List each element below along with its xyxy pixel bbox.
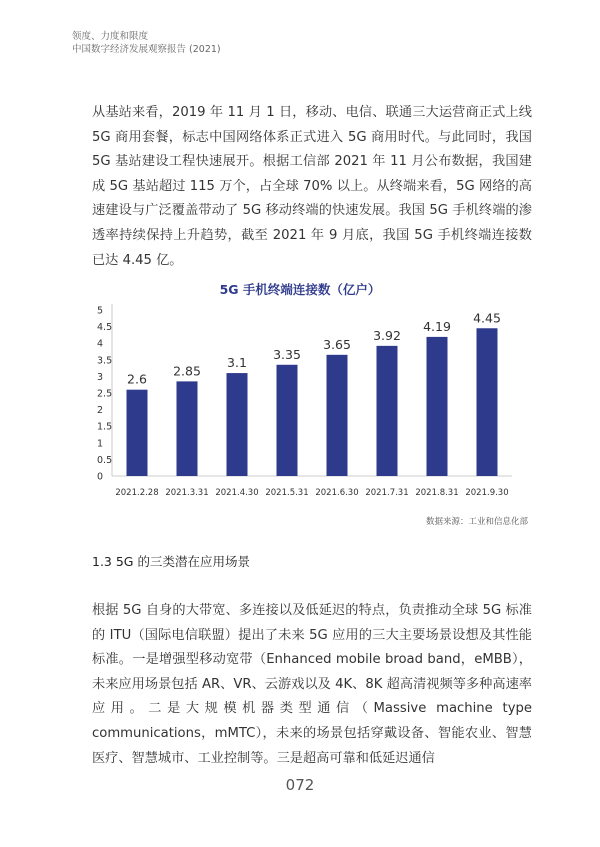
y-tick-label: 3.5 <box>97 355 113 367</box>
bar <box>427 337 448 476</box>
bar-value-label: 4.45 <box>473 310 501 326</box>
section-title: 1.3 5G 的三类潜在应用场景 <box>92 554 250 569</box>
x-tick-label: 2021.7.31 <box>365 488 409 498</box>
y-tick-label: 0.5 <box>97 454 113 466</box>
bar-value-label: 3.92 <box>373 327 401 343</box>
x-tick-label: 2021.4.30 <box>215 488 259 498</box>
x-tick-label: 2021.6.30 <box>315 488 359 498</box>
y-tick-label: 2.5 <box>97 388 113 400</box>
y-tick-label: 4 <box>97 338 104 350</box>
header-line-1: 领度、力度和限度 <box>72 31 149 42</box>
y-tick-label: 1.5 <box>97 421 113 433</box>
bar-value-label: 3.35 <box>273 346 301 362</box>
bar <box>377 346 398 476</box>
header-line-2: 中国数字经济发展观察报告 (2021) <box>72 44 221 55</box>
bar-value-label: 2.85 <box>173 363 201 379</box>
y-tick-label: 3 <box>97 371 104 383</box>
bar-value-label: 3.1 <box>227 355 247 371</box>
paragraph-base-stations: 从基站来看，2019 年 11 月 1 日，移动、电信、联通三大运营商正式上线 5G 商用套餐，标志中国网络体系正式进入 5G 商用时代。与此同时，我国 5G 基站建设工程快速展开。根据工信部 2021 年 11 月公布数据，我国建成 5G 基站超过 115 万个，占全球 70% 以上。从终端来看，5G 网络的高速建设与广泛覆盖带动了 5G 移动终端的快速发展。我国 5G 手机终端的渗透率持续保持上升趋势，截至 2021 年 9 月底，我国 5G 手机终端连接数已达 4.45 亿。 <box>92 105 532 268</box>
y-tick-label: 0 <box>97 471 104 483</box>
bar-value-label: 3.65 <box>323 336 351 352</box>
page-number: 072 <box>285 776 315 794</box>
bar <box>327 355 348 476</box>
y-tick-label: 5 <box>97 305 104 317</box>
bar <box>277 365 298 476</box>
y-tick-label: 4.5 <box>97 322 113 334</box>
x-tick-label: 2021.8.31 <box>415 488 459 498</box>
bar <box>227 373 248 476</box>
x-tick-label: 2021.9.30 <box>465 488 509 498</box>
bar <box>127 390 148 476</box>
x-tick-label: 2021.2.28 <box>115 488 159 498</box>
paragraph-application-scenarios: 根据 5G 自身的大带宽、多连接以及低延迟的特点，负责推动全球 5G 标准的 ITU（国际电信联盟）提出了未来 5G 应用的三大主要场景设想及其性能标准。一是增强型移动宽带（Enhanced mobile broad band，eMBB），未来应用场景包括 AR、VR、云游戏以及 4K、8K 超高清视频等多种高速率应用。二是大规模机器类型通信（Massive machine type communications，mMTC），未来的场景包括穿戴设备、智能农业、智慧医疗、智慧城市、工业控制等。三是超高可靠和低延迟通信 <box>92 603 532 766</box>
x-tick-label: 2021.3.31 <box>165 488 209 498</box>
bar <box>477 328 498 476</box>
y-tick-label: 2 <box>97 405 104 417</box>
bar <box>177 381 198 476</box>
bar-value-label: 2.6 <box>127 371 147 387</box>
data-source: 数据来源：工业和信息化部 <box>425 517 528 527</box>
bar-value-label: 4.19 <box>423 318 451 334</box>
chart-title: 5G 手机终端连接数（亿户） <box>219 282 381 297</box>
x-tick-label: 2021.5.31 <box>265 488 309 498</box>
y-tick-label: 1 <box>97 438 104 450</box>
